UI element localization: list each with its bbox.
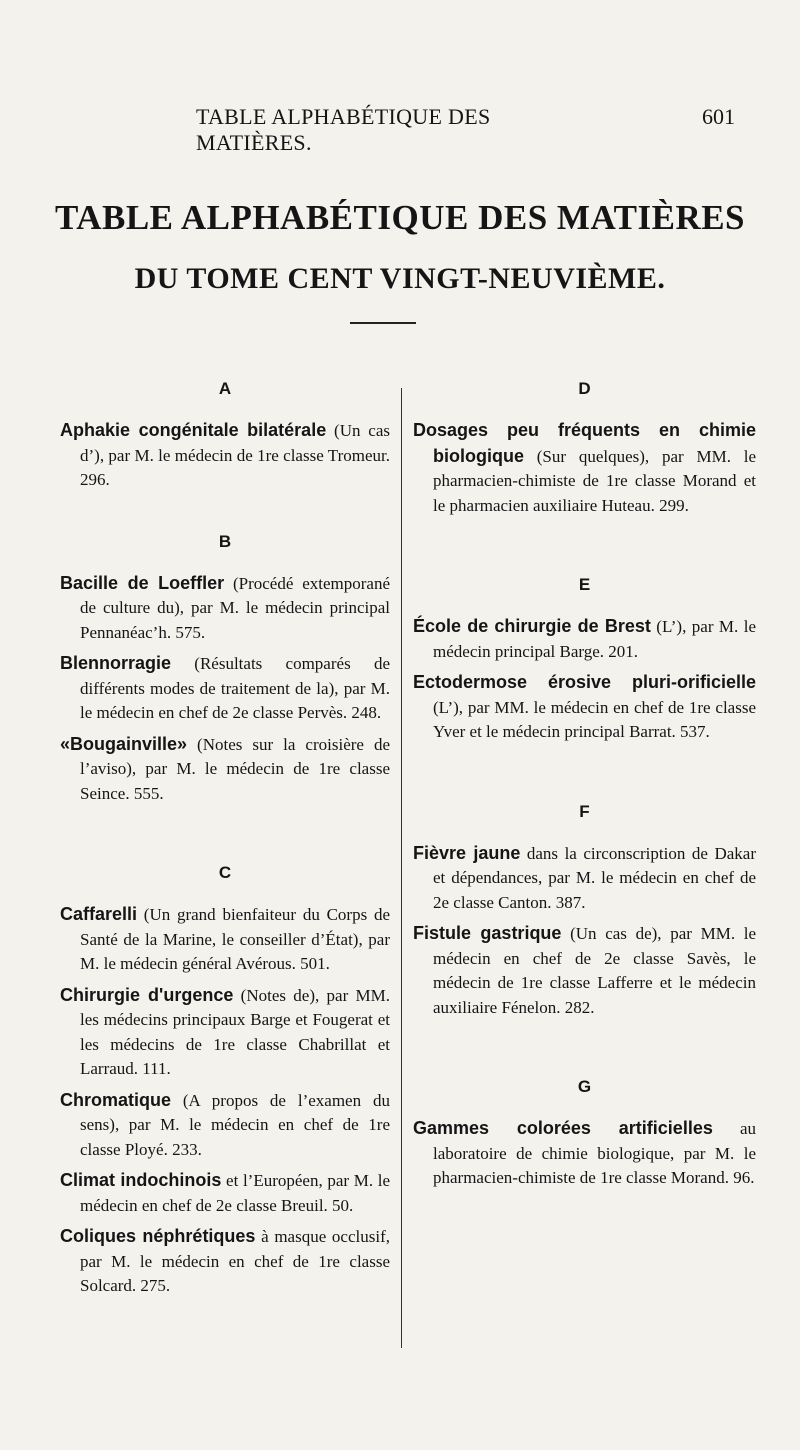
section-letter-e: E	[578, 575, 591, 594]
entry-heading: École de chirurgie de Brest	[413, 616, 651, 636]
running-title: TABLE ALPHABÉTIQUE DES MATIÈRES.	[196, 104, 491, 155]
entry-text: dans la circonscription de Dakar et dépendances, par M. le médecin en chef de 2e classe Canton. 387.	[433, 843, 756, 912]
entry-text: (A propos de l’examen du sens), par M. le médecin en chef de 1re classe Ployé. 233.	[80, 1090, 390, 1159]
entry-heading: Coliques néphrétiques	[60, 1226, 256, 1246]
index-entry	[60, 732, 390, 807]
index-entry	[60, 418, 390, 493]
entry-heading: Chromatique	[60, 1089, 172, 1110]
entry-heading: Fièvre jaune	[413, 842, 521, 863]
entry-text: (Notes sur la croisière de l’aviso), par M. le médecin de 1re classe Seince. 555.	[80, 734, 390, 803]
entry-text: (Sur quelques), par MM. le pharmacien-chimiste de 1re classe Morand et le pharmacien auxiliaire Huteau. 299.	[433, 446, 756, 515]
column-divider	[401, 388, 402, 1348]
entry-text: (Résultats comparés de différents modes de traitement de la), par M. le médecin en chef de 2e classe Pervès. 248.	[80, 654, 390, 722]
title-rule	[350, 322, 416, 324]
index-entry	[413, 670, 756, 745]
entry-text: (L’), par M. le médecin principal Barge. 201.	[433, 617, 756, 661]
entry-heading: Ectodermose érosive pluri-orificielle	[413, 672, 756, 692]
index-entry	[413, 1116, 756, 1191]
section-letter-a: A	[218, 379, 232, 398]
index-entry	[60, 1088, 390, 1163]
entry-text: (Notes de), par MM. les médecins principaux Barge et Fougerat et les médecins de 1re classe Chabrillat et Larraud. 111.	[80, 985, 391, 1078]
left-column	[60, 378, 390, 1299]
index-entry	[413, 921, 756, 1020]
entry-heading: «Bougainville»	[60, 733, 188, 754]
page-subtitle: DU TOME CENT VINGT-NEUVIÈME.	[134, 262, 666, 295]
section-letter-f: F	[579, 801, 590, 821]
right-column	[413, 378, 756, 1191]
section-letter-g: G	[577, 1077, 592, 1096]
index-entry	[413, 418, 756, 518]
entry-text: (Un cas d’), par M. le médecin de 1re classe Tromeur. 296.	[80, 421, 390, 489]
entry-heading: Blennorragie	[60, 653, 172, 673]
section-letter-b: B	[218, 531, 232, 551]
index-entry	[60, 651, 390, 726]
entry-text: au laboratoire de chimie biologique, par M. le pharmacien-chimiste de 1re classe Morand. 96.	[433, 1119, 757, 1187]
index-entry	[60, 983, 390, 1082]
entry-text: à masque occlusif, par M. le médecin en chef de 1re classe Solcard. 275.	[80, 1227, 390, 1295]
entry-text: (Procédé extemporané de culture du), par M. le médecin principal Pennanéac’h. 575.	[80, 573, 390, 642]
entry-heading: Chirurgie d'urgence	[60, 984, 234, 1005]
entry-heading: Aphakie congénitale bilatérale	[60, 420, 327, 440]
entry-heading: Bacille de Loeffler	[60, 572, 225, 593]
page-title: TABLE ALPHABÉTIQUE DES MATIÈRES	[54, 198, 746, 237]
page-number: 601	[702, 104, 735, 129]
entry-text: (L’), par MM. le médecin en chef de 1re classe Yver et le médecin principal Barrat. 537.	[433, 697, 756, 741]
section-letter-c: C	[218, 863, 232, 882]
index-entry	[413, 614, 756, 664]
entry-text: (Un cas de), par MM. le médecin en chef de 2e classe Savès, le médecin de 1re classe Lafferre et le médecin auxiliaire Fénelon. 282.	[433, 924, 757, 1017]
entry-heading: Climat indochinois	[60, 1170, 222, 1190]
entry-heading: Gammes colorées artificielles	[413, 1118, 713, 1138]
entry-text: et l’Européen, par M. le médecin en chef de 2e classe Breuil. 50.	[80, 1171, 390, 1215]
index-entry	[60, 571, 390, 646]
section-letter-d: D	[578, 379, 591, 398]
index-entry	[60, 1224, 390, 1299]
index-entry	[60, 1168, 390, 1218]
entry-heading: Caffarelli	[60, 904, 138, 924]
index-entry	[413, 841, 756, 916]
entry-heading: Dosages peu fréquents en chimie biologique	[413, 420, 756, 466]
entry-text: (Un grand bienfaiteur du Corps de Santé de la Marine, le conseiller d’État), par M. le médecin général Avérous. 501.	[80, 905, 390, 973]
index-entry	[60, 902, 390, 977]
entry-heading: Fistule gastrique	[413, 923, 562, 943]
